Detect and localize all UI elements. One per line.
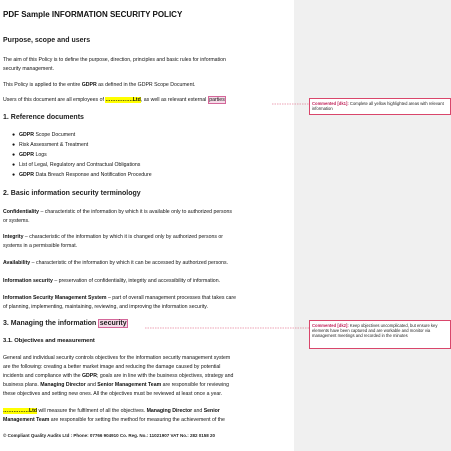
objectives-heading: 3.1. Objectives and measurement xyxy=(3,338,95,344)
terminology-heading: 2. Basic information security terminology xyxy=(3,190,141,197)
list-item: ● GDPR Data Breach Response and Notification Procedure xyxy=(19,171,152,181)
bullet-icon: ● xyxy=(12,172,16,178)
comment-dk2[interactable]: Commented [dk2]: Keep objectives uncomplicated, but ensure key elements have been captured and are workable and monitor via management meetings and recorded in the minutes xyxy=(309,320,451,349)
list-item: ● GDPR Scope Document xyxy=(19,131,75,141)
isms-definition-cont: of planning, implementing, maintaining, reviewing, and improving the information security. xyxy=(3,304,208,310)
measurement-paragraph-line: Management Team are responsible for setting the method for measuring the achievement of the xyxy=(3,417,225,423)
bullet-icon: ● xyxy=(12,162,16,168)
objectives-paragraph-line: General and individual security controls objectives for the information security management system xyxy=(3,355,231,361)
document-title: PDF Sample INFORMATION SECURITY POLICY xyxy=(3,10,183,19)
bullet-icon: ● xyxy=(12,132,16,138)
objectives-paragraph-line: incidents and compliance with the GDPR; goals are in line with the business objectives, strategy and xyxy=(3,373,234,379)
objectives-paragraph-line: business plans. Managing Director and Senior Management Team are responsible for reviewing xyxy=(3,382,229,388)
highlighted-company-placeholder[interactable]: …………….Ltd xyxy=(105,97,141,103)
comment-anchor-dk2[interactable]: security xyxy=(99,320,127,327)
purpose-heading: Purpose, scope and users xyxy=(3,37,91,44)
confidentiality-definition: Confidentiality – characteristic of the information by which it is available only to authorized persons xyxy=(3,209,232,215)
reference-documents-heading: 1. Reference documents xyxy=(3,114,84,121)
comment-dk1[interactable]: Commented [dk1]: Complete all yellow highlighted areas with relevant information xyxy=(309,98,451,115)
comment-anchor-dk1[interactable]: parties xyxy=(209,97,225,103)
comment-margin xyxy=(294,0,451,451)
information-security-definition: Information security – preservation of confidentiality, integrity and accessibility of information. xyxy=(3,278,221,284)
users-paragraph: Users of this document are all employees of …………….Ltd, as well as relevant external parties xyxy=(3,97,225,103)
managing-security-heading: 3. Managing the information security xyxy=(3,320,127,327)
availability-definition: Availability – characteristic of the information by which it can be accessed by authorized persons. xyxy=(3,260,229,266)
list-item: ● List of Legal, Regulatory and Contractual Obligations xyxy=(19,161,140,171)
page-footer: © Compliant Quality Audits Ltd : Phone: 07766 904910 Co. Reg. No.: 11021907 VAT No.: 282 0158 20 xyxy=(3,433,216,438)
integrity-definition: Integrity – characteristic of the information by which it is changed only by authorized persons or xyxy=(3,234,224,240)
confidentiality-definition-cont: or systems. xyxy=(3,218,30,224)
scope-paragraph: This Policy is applied to the entire GDPR as defined in the GDPR Scope Document. xyxy=(3,82,196,88)
bullet-icon: ● xyxy=(12,152,16,158)
list-item: ● Risk Assessment & Treatment xyxy=(19,141,88,151)
integrity-definition-cont: systems in a permissible format. xyxy=(3,243,78,249)
measurement-paragraph-line: ……………Ltd will measure the fulfilment of all the objectives. Managing Director and Senior xyxy=(3,408,220,414)
aim-paragraph-line: security management. xyxy=(3,66,55,72)
highlighted-company-placeholder[interactable]: ……………Ltd xyxy=(3,408,38,414)
list-item: ● GDPR Logs xyxy=(19,151,47,161)
objectives-paragraph-line: are the following: creating a better market image and reducing the damage caused by potential xyxy=(3,364,221,370)
isms-definition: Information Security Management System – part of overall management processes that takes care xyxy=(3,295,236,301)
bullet-icon: ● xyxy=(12,142,16,148)
aim-paragraph-line: The aim of this Policy is to define the purpose, direction, principles and basic rules for information xyxy=(3,57,226,63)
objectives-paragraph-line: these objectives and setting new ones. All the objectives must be reviewed at least once a year. xyxy=(3,391,223,397)
